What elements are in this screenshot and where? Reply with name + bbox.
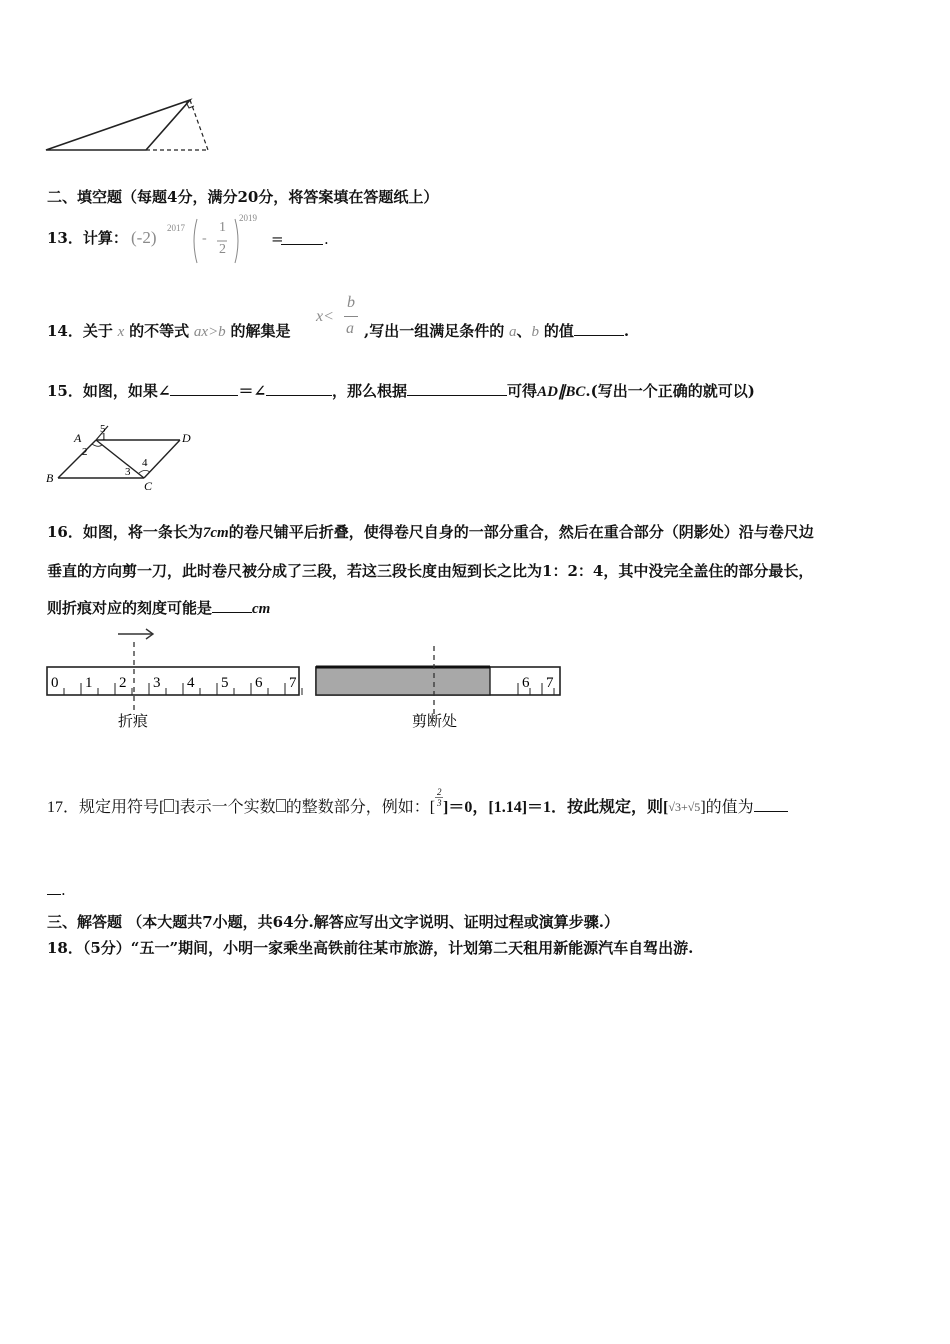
q14-text-3: ,写出一组满足条件的: [364, 322, 505, 340]
ruler-1-tick-label: 1: [85, 675, 93, 691]
q15-label: 15．如图，如果∠: [47, 382, 171, 400]
q14-frac-bar: [344, 316, 358, 317]
q15-angle-1: 1: [101, 431, 107, 443]
q13-eq: =: [271, 230, 284, 248]
q16-text-1b: 的卷尺铺平后折叠，使得卷尺自身的一部分重合，然后在重合部分（阴影处）沿与卷尺边: [228, 523, 814, 541]
q15-blank-angle-2[interactable]: [266, 381, 332, 396]
q14-text-4: 的值: [543, 322, 574, 340]
question-16-line-2: 垂直的方向剪一刀，此时卷尺被分成了三段，若这三段长度由短到长之比为1：2：4，其中没完全盖住的部分最长，: [47, 562, 814, 580]
q17-text-2: 的整数部分，例如：[: [285, 799, 436, 816]
q13-den: 2: [219, 242, 226, 257]
q14-var-x: x: [117, 324, 125, 340]
ruler-2-tick-label: 6: [522, 675, 530, 691]
q17-answer-blank-cont[interactable]: [47, 880, 61, 895]
q17-answer-continuation: [47, 880, 66, 900]
q17-example-frac: [435, 787, 443, 808]
question-14-tail: [364, 321, 629, 342]
section-2-title: 二、填空题（每题4分，满分20分，将答案填在答题纸上）: [47, 188, 439, 206]
question-14: [47, 321, 290, 342]
question-16-line-3: [47, 598, 270, 619]
q14-sol-num: b: [347, 294, 355, 311]
q14-label: 14．关于: [47, 322, 113, 340]
q15-angle-4: 4: [142, 457, 148, 469]
q13-expression: [131, 208, 331, 268]
q15-angle-2: 2: [82, 446, 88, 458]
q14-sol-den: a: [346, 320, 354, 337]
q17-sqrt-expression: √3+√5: [668, 800, 701, 814]
section-3-title: 三、解答题 （本大题共7小题，共64分.解答应写出文字说明、证明过程或演算步骤.）: [47, 913, 619, 931]
ruler-2-tick-label: 7: [546, 675, 554, 691]
q13-label: 13．计算：: [47, 229, 128, 247]
q17-placeholder-box-2: [276, 799, 286, 812]
ruler-1-tick-label: 5: [221, 675, 229, 691]
q15-text-3: .(写出一个正确的就可以): [585, 382, 755, 400]
q17-ex-den: 3: [437, 797, 442, 808]
q16-ruler-figure: [40, 620, 570, 735]
q17-answer-blank[interactable]: [754, 797, 788, 812]
q13-end: .: [324, 230, 329, 248]
q14-end: .: [623, 322, 630, 340]
q15-blank-angle-1[interactable]: [170, 381, 238, 396]
q14-answer-blank[interactable]: [574, 321, 624, 336]
question-17: [47, 786, 788, 818]
ruler-1-tick-label: 2: [119, 675, 127, 691]
q17-text-3: ]＝0，[1.14]＝1．按此规定，则[: [443, 799, 669, 816]
q13-base: (-2): [131, 228, 157, 247]
question-13: [47, 228, 128, 248]
q16-answer-blank[interactable]: [212, 598, 252, 613]
q16-text-1a: 16．如图，将一条长为: [47, 523, 203, 541]
q15-label-C: C: [144, 479, 153, 492]
q17-text-1: ]表示一个实数: [174, 799, 276, 816]
ruler-1-tick-label: 3: [153, 675, 161, 691]
q17-text-4: ]的值为: [700, 799, 754, 816]
q15-blank-reason[interactable]: [407, 381, 507, 396]
top-triangle-figure: [40, 92, 220, 156]
q13-paren-frac: [191, 216, 241, 266]
q15-text-2: 可得: [507, 382, 538, 400]
q17-label: 17．规定用符号[: [47, 799, 165, 816]
q17-ex-num: 2: [437, 786, 442, 797]
q14-text-2: 的解集是: [230, 322, 291, 340]
fold-label: 折痕: [118, 714, 149, 730]
ruler-1-tick-label: 6: [255, 675, 263, 691]
q15-label-D: D: [182, 431, 191, 445]
q14-sep: 、: [516, 322, 532, 340]
q15-angle-3: 3: [125, 466, 131, 478]
q14-sol-x: x<: [316, 308, 334, 325]
question-16-line-1: [47, 522, 814, 543]
q14-text-1: 的不等式: [129, 322, 190, 340]
ruler-1-tick-label: 4: [187, 675, 195, 691]
q17-placeholder-box-1: [164, 799, 174, 812]
q14-a: a: [509, 324, 517, 340]
question-15: [47, 381, 755, 402]
q14-solution: [316, 292, 366, 342]
q15-label-B: B: [46, 471, 54, 485]
q13-minus: -: [202, 231, 207, 246]
q13-exp2: 2019: [239, 213, 257, 223]
q13-exp1: 2017: [167, 223, 185, 233]
q15-text-1: ，那么根据: [332, 382, 408, 400]
q16-length: 7cm: [202, 525, 229, 541]
q14-b: b: [531, 324, 540, 340]
q15-eq: ＝∠: [238, 382, 267, 400]
q16-unit: cm: [252, 601, 271, 617]
q15-label-A: A: [74, 431, 82, 445]
q15-ad-bc: AD∥BC: [537, 384, 586, 400]
q15-angle-5: 5: [100, 424, 106, 435]
ruler-1-tick-label: 7: [289, 675, 297, 691]
question-18: 18．（5分）“五一”期间，小明一家乘坐高铁前往某市旅游，计划第二天租用新能源汽车自驾出游.: [47, 939, 694, 957]
q14-inequality: ax>b: [193, 324, 226, 340]
q13-num: 1: [219, 220, 226, 235]
q16-text-3: 则折痕对应的刻度可能是: [47, 599, 213, 617]
cut-label: 剪断处: [412, 714, 458, 730]
q13-answer-blank[interactable]: [281, 230, 323, 245]
q15-parallelogram-figure: [44, 424, 204, 492]
ruler-1-tick-label: 0: [51, 675, 59, 691]
q17-end: .: [61, 881, 66, 899]
